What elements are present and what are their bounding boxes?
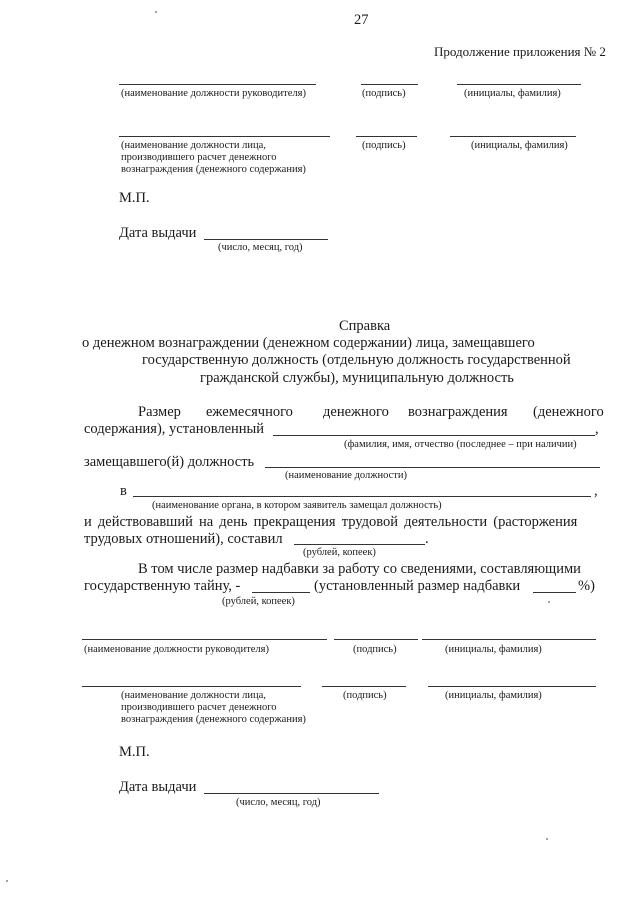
p2-line-2-mid: (установленный размер надбавки (314, 578, 521, 594)
p1-line-4-start: в (120, 483, 127, 499)
bottom-issue-date-hint: (число, месяц, год) (236, 797, 321, 808)
p2-line-2-end: %) (578, 578, 595, 594)
top-position-hint-2c: вознаграждения (денежного содержания) (121, 164, 306, 175)
top-position-line-1[interactable] (119, 84, 316, 85)
organ-hint: (наименование органа, в котором заявитель замещал должность) (152, 500, 442, 511)
bonus-amount-line[interactable] (252, 592, 310, 593)
bonus-amount-hint: (рублей, копеек) (222, 596, 295, 607)
top-position-line-2[interactable] (119, 136, 330, 137)
bottom-name-line-2[interactable] (428, 686, 596, 687)
top-signature-line-2[interactable] (356, 136, 417, 137)
bottom-signature-line-2[interactable] (322, 686, 406, 687)
top-issue-date-line[interactable] (204, 239, 328, 240)
p1-line-2-start: содержания), установленный (84, 421, 265, 437)
p1-comma-1: , (595, 421, 599, 437)
top-issue-date-hint: (число, месяц, год) (218, 242, 303, 253)
p1-word-4: вознаграждения (408, 404, 508, 420)
bottom-position-line-2[interactable] (82, 686, 301, 687)
p1-line-6-start: трудовых отношений), составил (84, 531, 283, 547)
top-name-line-2[interactable] (450, 136, 576, 137)
certificate-subtitle-3: гражданской службы), муниципальную должность (200, 370, 514, 386)
scan-speck (546, 838, 548, 840)
p1-word-1: Размер (138, 404, 181, 420)
organ-input-line[interactable] (133, 496, 591, 497)
bottom-name-hint-1: (инициалы, фамилия) (445, 644, 542, 655)
p2-line-2-start: государственную тайну, - (84, 578, 241, 594)
bottom-signature-hint-2: (подпись) (343, 690, 387, 701)
p1-line-5: и действовавший на день прекращения трудовой деятельности (расторжения (84, 514, 578, 530)
top-name-hint-2: (инициалы, фамилия) (471, 140, 568, 151)
bottom-issue-date-line[interactable] (204, 793, 379, 794)
bottom-issue-date-label: Дата выдачи (119, 779, 197, 795)
bottom-signature-line-1[interactable] (334, 639, 418, 640)
p1-word-3: денежного (323, 404, 389, 420)
top-position-hint-1: (наименование должности руководителя) (121, 88, 306, 99)
top-stamp: М.П. (119, 190, 150, 206)
top-position-hint-2b: производившего расчет денежного (121, 152, 277, 163)
bottom-position-hint-2a: (наименование должности лица, (121, 690, 266, 701)
amount-input-line[interactable] (294, 544, 425, 545)
bottom-stamp: М.П. (119, 744, 150, 760)
top-signature-hint-2: (подпись) (362, 140, 406, 151)
scan-speck (155, 11, 157, 13)
bottom-name-line-1[interactable] (422, 639, 596, 640)
p1-word-5: (денежного (533, 404, 604, 420)
p1-comma-2: , (594, 483, 598, 499)
scan-speck (548, 601, 550, 603)
bonus-percent-line[interactable] (533, 592, 576, 593)
certificate-title: Справка (339, 318, 391, 334)
top-name-hint-1: (инициалы, фамилия) (464, 88, 561, 99)
fio-hint: (фамилия, имя, отчество (последнее – при наличии) (344, 439, 577, 450)
p1-line-3-start: замещавшего(й) должность (84, 454, 255, 470)
fio-input-line[interactable] (273, 435, 595, 436)
amount-hint: (рублей, копеек) (303, 547, 376, 558)
page-number: 27 (354, 12, 369, 28)
p1-period: . (425, 531, 429, 547)
bottom-signature-hint-1: (подпись) (353, 644, 397, 655)
top-position-hint-2a: (наименование должности лица, (121, 140, 266, 151)
certificate-subtitle-2: государственную должность (отдельную должность государственной (142, 352, 571, 368)
bottom-position-hint-2c: вознаграждения (денежного содержания) (121, 714, 306, 725)
p1-word-2: ежемесячного (206, 404, 293, 420)
top-signature-hint-1: (подпись) (362, 88, 406, 99)
bottom-position-line-1[interactable] (82, 639, 327, 640)
top-signature-line-1[interactable] (361, 84, 418, 85)
bottom-name-hint-2: (инициалы, фамилия) (445, 690, 542, 701)
p2-line-1: В том числе размер надбавки за работу со сведениями, составляющими (138, 561, 581, 577)
top-issue-date-label: Дата выдачи (119, 225, 197, 241)
top-name-line-1[interactable] (457, 84, 581, 85)
position-hint: (наименование должности) (285, 470, 408, 481)
certificate-subtitle-1: о денежном вознаграждении (денежном содержании) лица, замещавшего (82, 335, 535, 351)
bottom-position-hint-2b: производившего расчет денежного (121, 702, 277, 713)
bottom-position-hint-1: (наименование должности руководителя) (84, 644, 269, 655)
position-input-line[interactable] (265, 467, 600, 468)
appendix-note: Продолжение приложения № 2 (434, 44, 606, 59)
scan-speck (6, 880, 8, 882)
